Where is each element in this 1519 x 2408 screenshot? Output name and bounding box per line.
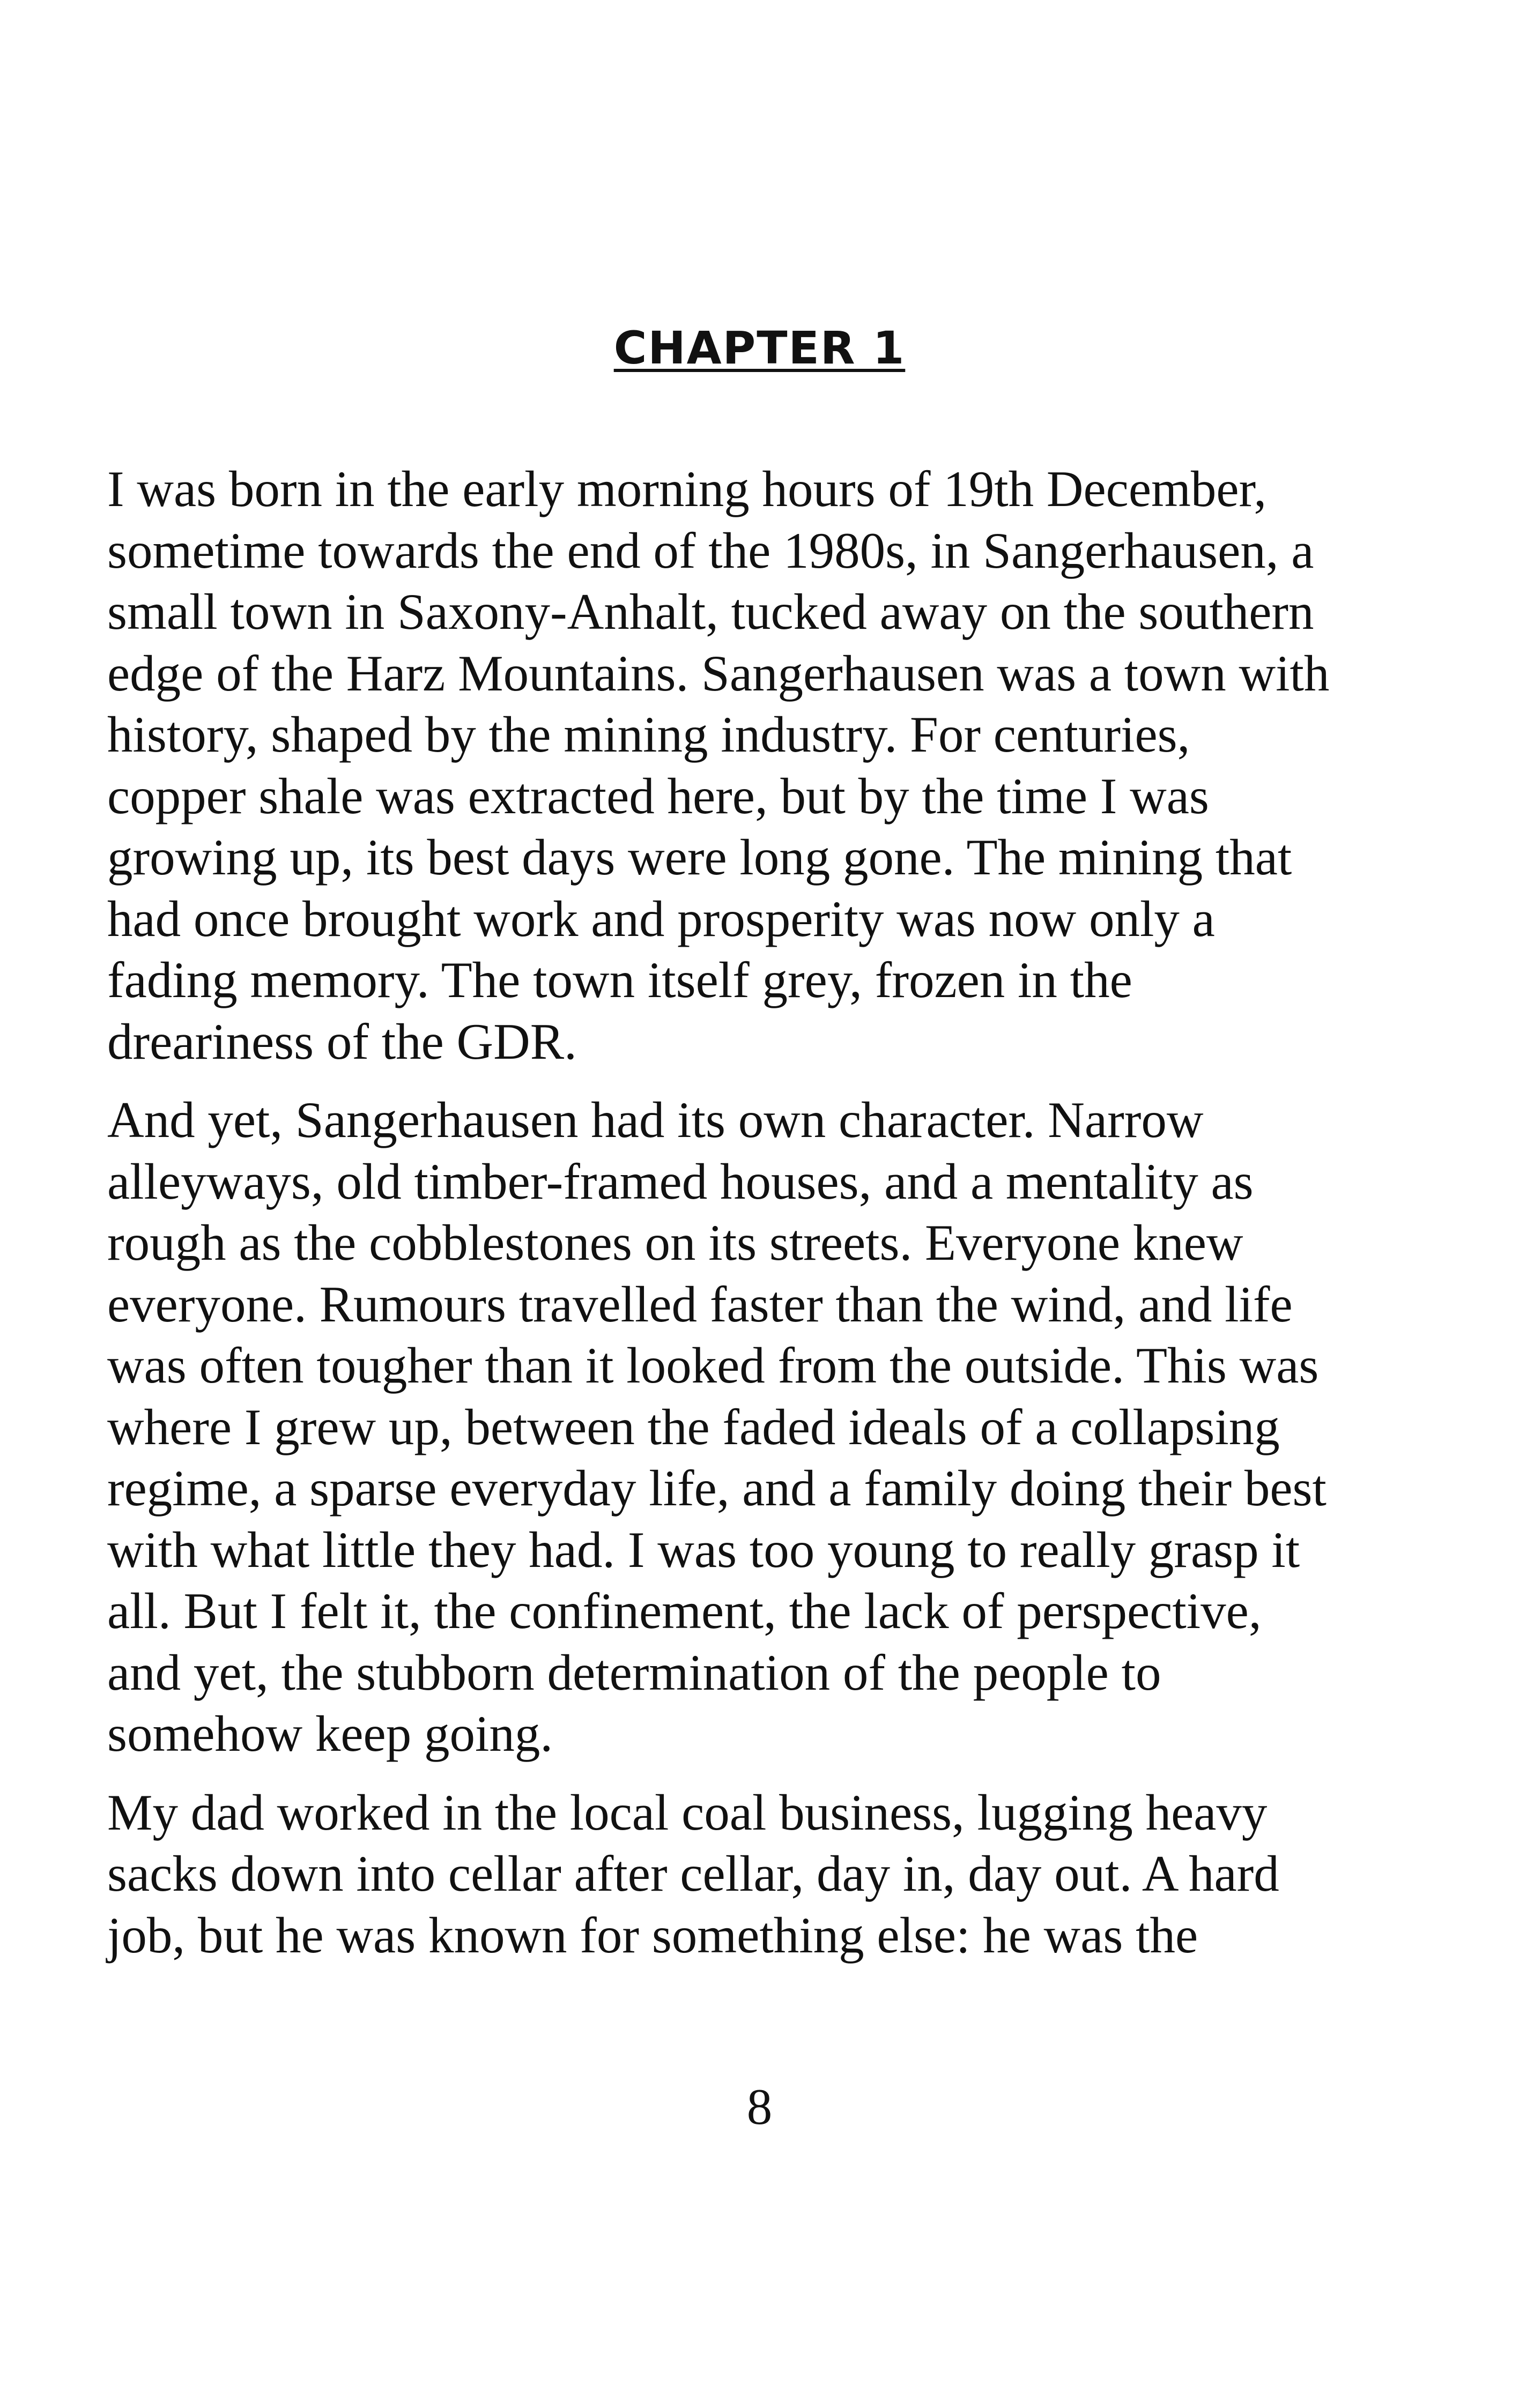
text-line: dreariness of the GDR. [107,1013,577,1070]
text-line: sacks down into cellar after cellar, day in, day out. A hard [107,1845,1279,1902]
text-line: I was born in the early morning hours of 19th December, [107,460,1267,517]
text-line: edge of the Harz Mountains. Sangerhausen was a town with [107,644,1330,702]
text-line: history, shaped by the mining industry. For centuries, [107,706,1190,763]
text-line: growing up, its best days were long gone. The mining that [107,829,1292,886]
text-line: all. But I felt it, the confinement, the lack of perspective, [107,1582,1262,1639]
text-line: where I grew up, between the faded ideals of a collapsing [107,1398,1280,1455]
page-number: 8 [746,2078,773,2135]
text-line: with what little they had. I was too young to really grasp it [107,1521,1300,1578]
text-line: was often tougher than it looked from the outside. This was [107,1337,1319,1394]
paragraph-1 [107,458,1416,1072]
text-line: sometime towards the end of the 1980s, in Sangerhausen, a [107,522,1314,579]
text-line: job, but he was known for something else: he was the [107,1906,1198,1964]
text-line: fading memory. The town itself grey, frozen in the [107,952,1132,1008]
text-line: My dad worked in the local coal business, lugging heavy [107,1783,1268,1841]
text-line: had once brought work and prosperity was now only a [107,890,1215,947]
paragraph-3 [107,1782,1416,1966]
text-line: regime, a sparse everyday life, and a family doing their best [107,1460,1327,1517]
text-line: small town in Saxony-Anhalt, tucked away on the southern [107,583,1314,640]
body-text [107,458,1416,1983]
text-line: And yet, Sangerhausen had its own character. Narrow [107,1091,1204,1148]
paragraph-2 [107,1089,1416,1765]
chapter-title: CHAPTER 1 [613,322,906,374]
text-line: everyone. Rumours travelled faster than the wind, and life [107,1275,1293,1333]
text-line: rough as the cobblestones on its streets. Everyone knew [107,1214,1243,1271]
text-line: alleyways, old timber-framed houses, and a mentality as [107,1153,1254,1210]
text-line: somehow keep going. [107,1705,553,1762]
text-line: copper shale was extracted here, but by the time I was [107,767,1209,824]
text-line: and yet, the stubborn determination of the people to [107,1644,1161,1701]
